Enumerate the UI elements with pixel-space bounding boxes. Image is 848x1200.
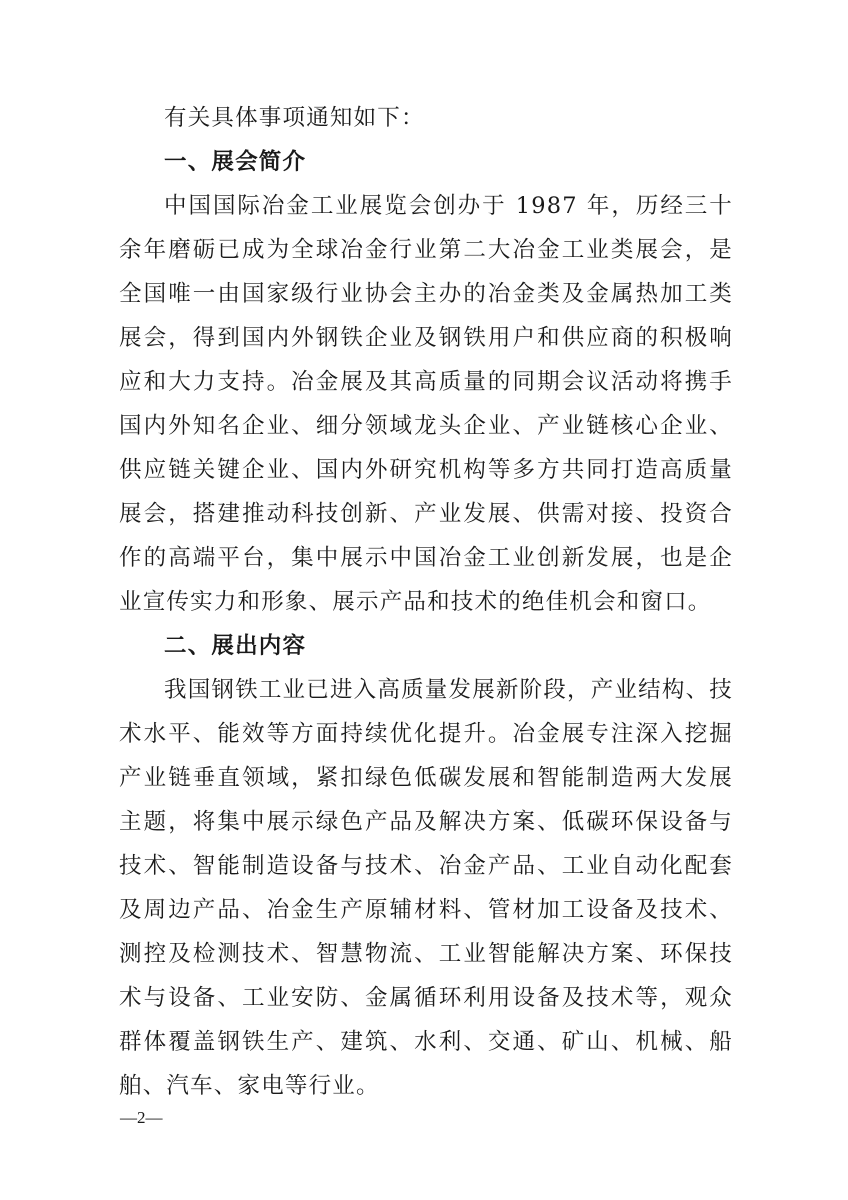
intro-paragraph: 有关具体事项通知如下： (164, 105, 425, 131)
document-body (119, 96, 733, 1108)
section-paragraph-exhibition-intro: 中国国际冶金工业展览会创办于 1987 年，历经三十余年磨砺已成为全球冶金行业第二大冶金工业类展会，是全国唯一由国家级行业协会主办的冶金类及金属热加工类展会，得到国内外钢铁企业及钢铁用户和供应商的积极响应和大力支持。冶金展及其高质量的同期会议活动将携手国内外知名企业、细分领域龙头企业、产业链核心企业、供应链关键企业、国内外研究机构等多方共同打造高质量展会，搭建推动科技创新、产业发展、供需对接、投资合作的高端平台，集中展示中国冶金工业创新发展，也是企业宣传实力和形象、展示产品和技术的绝佳机会和窗口。 (119, 193, 733, 615)
section-heading-exhibit-content: 二、展出内容 (164, 633, 307, 659)
section-paragraph-exhibit-content: 我国钢铁工业已进入高质量发展新阶段，产业结构、技术水平、能效等方面持续优化提升。冶金展专注深入挖掘产业链垂直领域，紧扣绿色低碳发展和智能制造两大发展主题，将集中展示绿色产品及解决方案、低碳环保设备与技术、智能制造设备与技术、冶金产品、工业自动化配套及周边产品、冶金生产原辅材料、管材加工设备及技术、测控及检测技术、智慧物流、工业智能解决方案、环保技术与设备、工业安防、金属循环利用设备及技术等，观众群体覆盖钢铁生产、建筑、水利、交通、矿山、机械、船舶、汽车、家电等行业。 (119, 677, 733, 1099)
section-heading-exhibition-intro: 一、展会简介 (164, 149, 307, 175)
page-number: —2— (120, 1108, 163, 1127)
